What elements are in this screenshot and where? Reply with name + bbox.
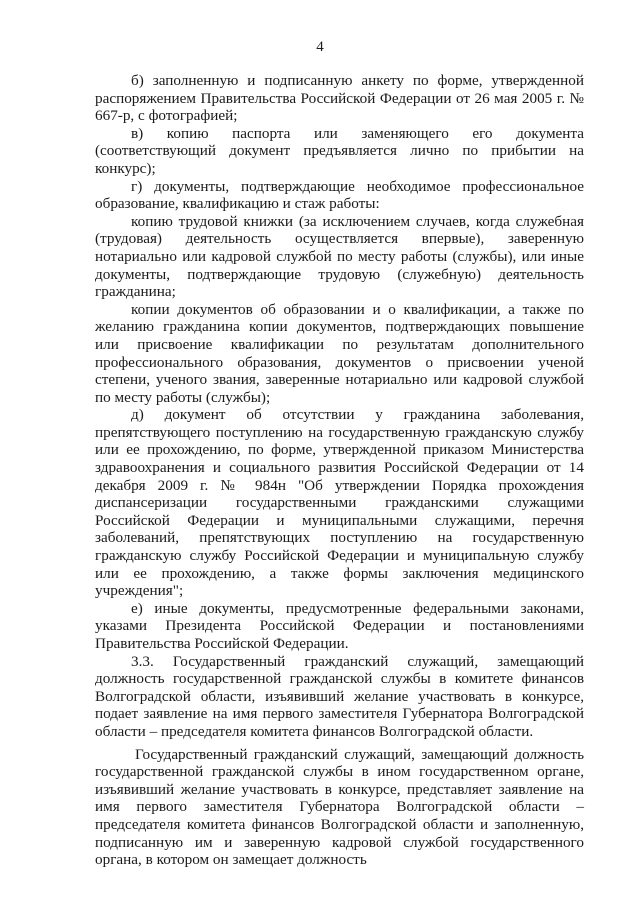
paragraph-b: б) заполненную и подписанную анкету по форме, утвержденной распоряжением Правительства Российской Федерации от 26 мая 2005 г. № 667-р, с фотографией; — [95, 72, 584, 125]
paragraph-e: е) иные документы, предусмотренные федеральными законами, указами Президента Российской Федерации и постановлениями Правительства Российской Федерации. — [95, 599, 584, 652]
paragraph-g: г) документы, подтверждающие необходимое профессиональное образование, квалификацию и стаж работы: — [95, 177, 584, 213]
paragraph-d: д) документ об отсутствии у гражданина заболевания, препятствующего поступлению на государственную гражданскую службу или ее прохождению, по форме, утвержденной приказом Министерства здравоохранения и социального развития Российской Федерации от 14 декабря 2009 г. № 984н "Об утверждении Порядка прохождения диспансеризации государственными гражданскими служащими Российской Федерации и муниципальными служащими, перечня заболеваний, препятствующих поступлению на государственную гражданскую службу Российской Федерации и муниципальную службу или ее прохождению, а также формы заключения медицинского учреждения"; — [95, 406, 584, 600]
page-number: 4 — [316, 39, 324, 55]
paragraph-labor-book: копию трудовой книжки (за исключением случаев, когда служебная (трудовая) деятельность осуществляется впервые), заверенную нотариально или кадровой службой по месту работы (службы), или иные документы, подтверждающие трудовую (служебную) деятельность гражданина; — [95, 212, 584, 301]
paragraph-v: в) копию паспорта или заменяющего его документа (соответствующий документ предъявляется лично по прибытии на конкурс); — [95, 124, 584, 177]
document-body — [95, 72, 584, 869]
paragraph-other-body: Государственный гражданский служащий, замещающий должность государственной гражданской службы в ином государственном органе, изъявивший желание участвовать в конкурсе, представляет заявление на имя первого заместителя Губернатора Волгоградской области – председателя комитета финансов Волгоградской области и заполненную, подписанную им и заверенную кадровой службой государственного органа, в котором он замещает должность — [95, 745, 584, 869]
paragraph-education-docs: копии документов об образовании и о квалификации, а также по желанию гражданина копии документов, подтверждающих повышение или присвоение квалификации по результатам дополнительного профессионального образования, документов о присвоении ученой степени, ученого звания, заверенные нотариально или кадровой службой по месту работы (службы); — [95, 300, 584, 406]
paragraph-3-3: 3.3. Государственный гражданский служащий, замещающий должность государственной гражданской службы в комитете финансов Волгоградской области, изъявивший желание участвовать в конкурсе, подает заявление на имя первого заместителя Губернатора Волгоградской области – председателя комитета финансов Волгоградской области. — [95, 652, 584, 740]
